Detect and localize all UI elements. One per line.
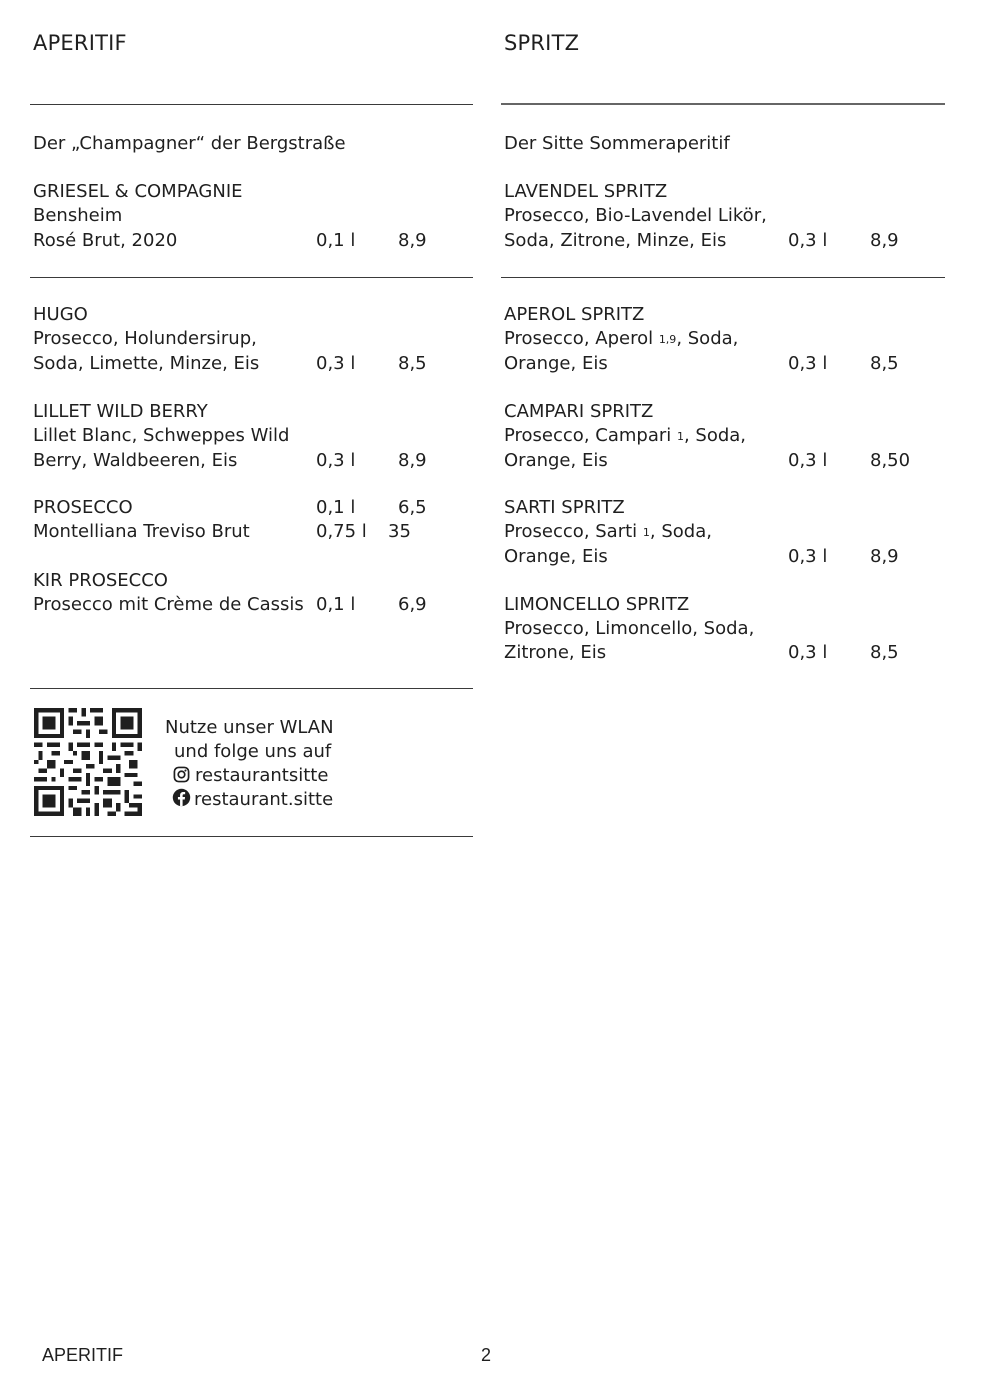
item-price: 8,9	[398, 450, 427, 471]
item-line2: Rosé Brut, 2020	[33, 230, 178, 251]
left-divider-wlan-top	[30, 688, 473, 689]
allergen-note: 1,9	[658, 333, 677, 346]
item-price: 6,5	[398, 497, 427, 518]
wlan-line2: und folge uns auf	[174, 741, 332, 762]
item-name: SARTI SPRITZ	[504, 497, 625, 518]
item-line1-text: Prosecco, Aperol	[504, 328, 659, 349]
left-heading: APERITIF	[33, 31, 127, 55]
item-size: 0,3 l	[788, 546, 828, 567]
page-number: 2	[481, 1345, 492, 1365]
facebook-handle: restaurant.sitte	[194, 789, 334, 810]
right-heading: SPRITZ	[504, 31, 580, 55]
item-price-2: 35	[388, 521, 411, 542]
item-name: LILLET WILD BERRY	[33, 401, 208, 422]
right-intro: Der Sitte Sommeraperitif	[504, 133, 730, 154]
item-line1: Prosecco, Limoncello, Soda,	[504, 618, 755, 639]
item-size: 0,3 l	[316, 450, 356, 471]
item-line2: Berry, Waldbeeren, Eis	[33, 450, 238, 471]
left-intro: Der „Champagner“ der Bergstraße	[33, 133, 346, 154]
facebook-icon	[172, 788, 191, 807]
left-divider-wlan-bottom	[30, 836, 473, 837]
item-size: 0,1 l	[316, 497, 356, 518]
item-line1	[504, 424, 746, 450]
item-line2: Zitrone, Eis	[504, 642, 607, 663]
item-name: KIR PROSECCO	[33, 570, 168, 591]
item-line1-rest: , Soda,	[649, 521, 712, 542]
item-size: 0,3 l	[788, 642, 828, 663]
item-price: 8,5	[398, 353, 427, 374]
item-line1-rest: , Soda,	[676, 328, 739, 349]
instagram-link[interactable]	[173, 764, 328, 789]
item-name: APEROL SPRITZ	[504, 304, 645, 325]
item-price: 6,9	[398, 594, 427, 615]
item-name: HUGO	[33, 304, 88, 325]
item-line1: Montelliana Treviso Brut	[33, 521, 250, 542]
item-price: 8,9	[398, 230, 427, 251]
item-line1: Prosecco, Bio-Lavendel Likör,	[504, 205, 767, 226]
item-name: CAMPARI SPRITZ	[504, 401, 654, 422]
item-line1: Prosecco, Holundersirup,	[33, 328, 257, 349]
item-size: 0,3 l	[316, 353, 356, 374]
item-name: GRIESEL & COMPAGNIE	[33, 181, 243, 202]
item-line1-text: Prosecco, Campari	[504, 425, 677, 446]
right-divider-mid	[501, 277, 945, 278]
item-line1	[504, 327, 738, 353]
item-line1-text: Prosecco, Sarti	[504, 521, 643, 542]
qr-code[interactable]	[34, 708, 142, 816]
item-name: PROSECCO	[33, 497, 133, 518]
item-line2: Soda, Limette, Minze, Eis	[33, 353, 260, 374]
left-divider-top	[30, 104, 473, 105]
right-divider-top	[501, 103, 945, 105]
item-name: LAVENDEL SPRITZ	[504, 181, 668, 202]
item-price: 8,9	[870, 230, 899, 251]
instagram-handle: restaurantsitte	[195, 765, 329, 786]
facebook-link[interactable]	[172, 788, 333, 813]
item-line1-rest: , Soda,	[683, 425, 747, 446]
item-line1	[504, 520, 712, 546]
item-size: 0,3 l	[788, 450, 828, 471]
item-line2: Orange, Eis	[504, 546, 608, 567]
item-line1: Prosecco mit Crème de Cassis	[33, 594, 304, 615]
item-line2: Orange, Eis	[504, 450, 608, 471]
item-line1: Lillet Blanc, Schweppes Wild	[33, 425, 290, 446]
allergen-note: 1	[642, 526, 650, 539]
item-name: LIMONCELLO SPRITZ	[504, 594, 690, 615]
item-size: 0,1 l	[316, 594, 356, 615]
item-size: 0,3 l	[788, 230, 828, 251]
wlan-line1: Nutze unser WLAN	[165, 717, 334, 738]
item-line2: Soda, Zitrone, Minze, Eis	[504, 230, 727, 251]
item-size: 0,1 l	[316, 230, 356, 251]
item-size: 0,3 l	[788, 353, 828, 374]
item-line1: Bensheim	[33, 205, 123, 226]
item-price: 8,50	[870, 450, 911, 471]
allergen-note: 1	[676, 430, 684, 443]
item-price: 8,9	[870, 546, 899, 567]
item-size-2: 0,75 l	[316, 521, 367, 542]
left-divider-mid	[30, 277, 473, 278]
instagram-icon	[173, 766, 190, 783]
item-line2: Orange, Eis	[504, 353, 608, 374]
item-price: 8,5	[870, 353, 899, 374]
item-price: 8,5	[870, 642, 899, 663]
footer-section: APERITIF	[42, 1345, 124, 1365]
